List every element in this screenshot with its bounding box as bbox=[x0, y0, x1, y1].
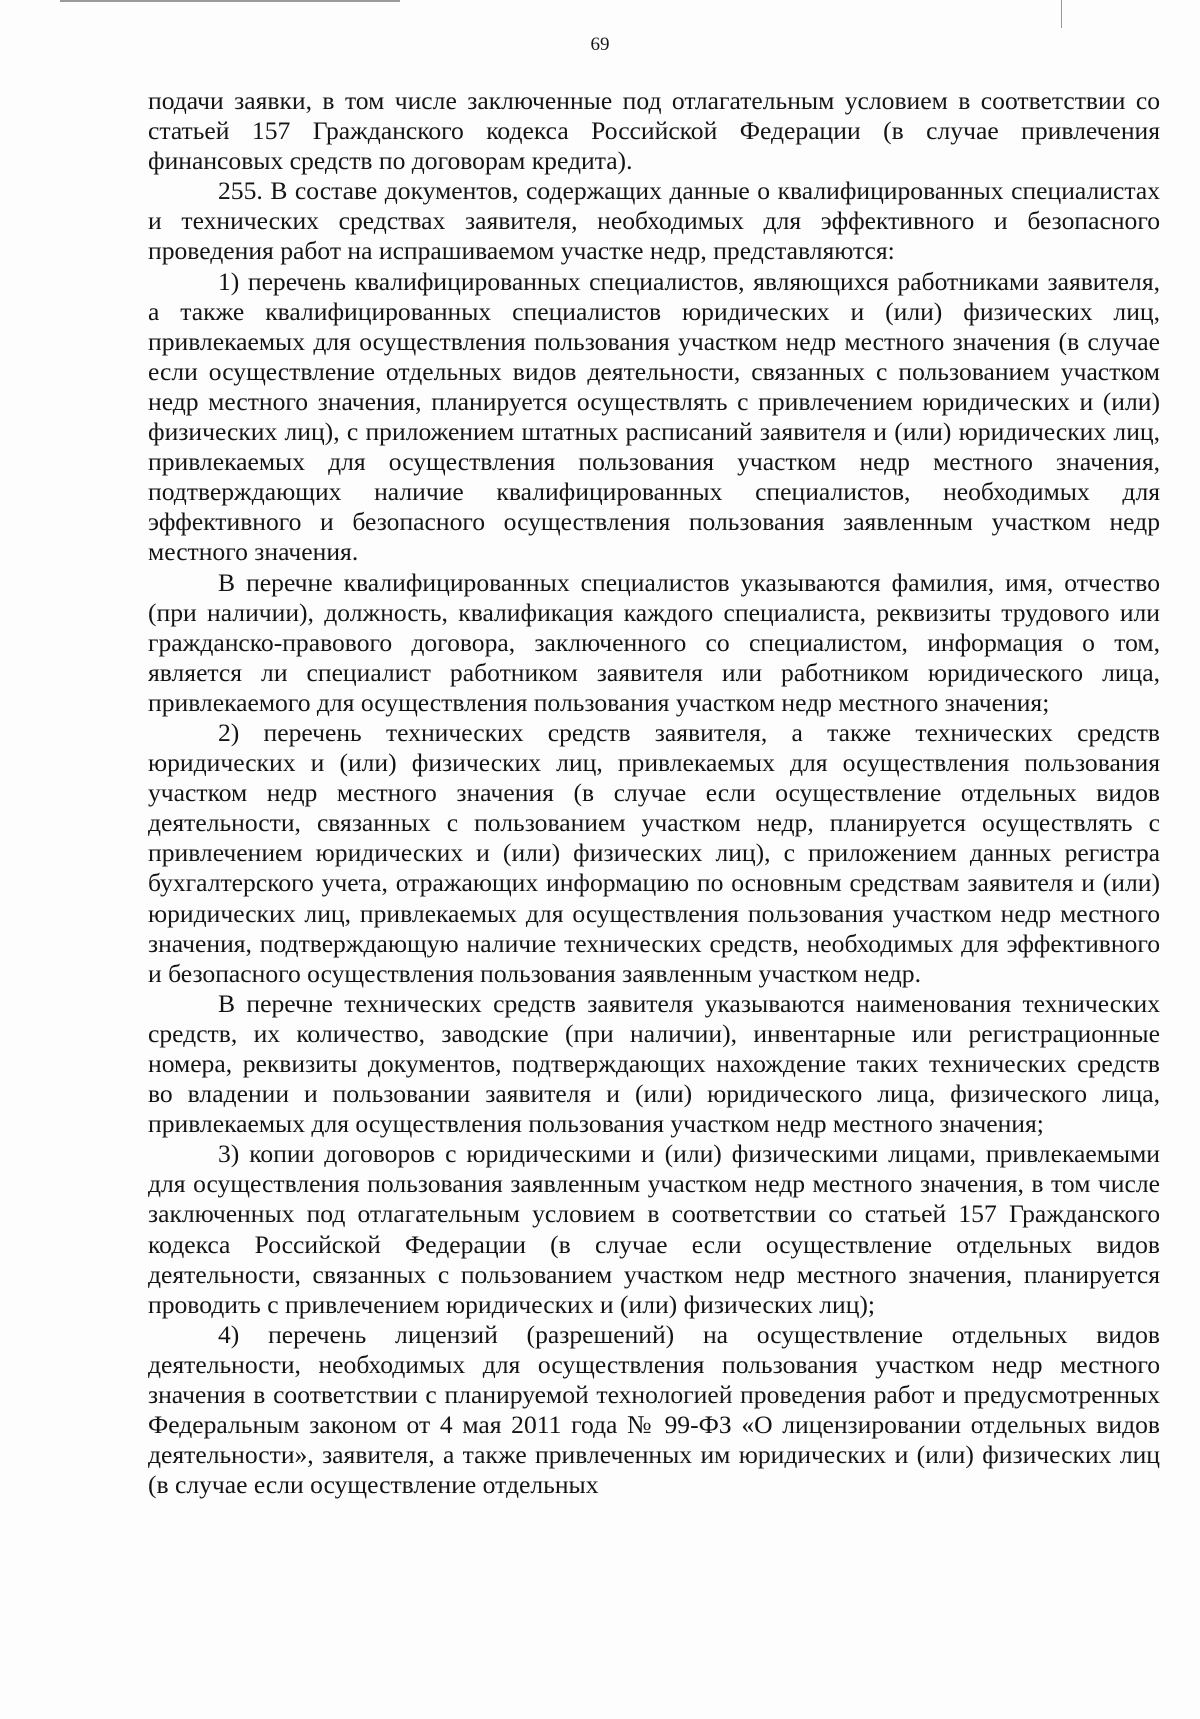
document-body bbox=[148, 86, 1160, 1500]
paragraph: 1) перечень квалифицированных специалистов, являющихся работниками заявителя, а также квалифицированных специалистов юридических и (или) физических лиц, привлекаемых для осуществления пользования участком недр местного значения (в случае если осуществление отдельных видов деятельности, связанных с пользованием участком недр местного значения, планируется осуществлять с привлечением юридических и (или) физических лиц), с приложением штатных расписаний заявителя и (или) юридических лиц, привлекаемых для осуществления пользования участком недр местного значения, подтверждающих наличие квалифицированных специалистов, необходимых для эффективного и безопасного осуществления пользования заявленным участком недр местного значения. bbox=[148, 266, 1160, 567]
paragraph: В перечне квалифицированных специалистов указываются фамилия, имя, отчество (при наличии), должность, квалификация каждого специалиста, реквизиты трудового или гражданско-правового договора, заключенного со специалистом, информация о том, является ли специалист работником заявителя или работником юридического лица, привлекаемого для осуществления пользования участком недр местного значения; bbox=[148, 567, 1160, 717]
paragraph: 255. В составе документов, содержащих данные о квалифицированных специалистах и технических средствах заявителя, необходимых для эффективного и безопасного проведения работ на испрашиваемом участке недр, представляются: bbox=[148, 176, 1160, 266]
paragraph: подачи заявки, в том числе заключенные под отлагательным условием в соответствии со статьей 157 Гражданского кодекса Российской Федерации (в случае привлечения финансовых средств по договорам кредита). bbox=[148, 86, 1160, 176]
scan-edge-mark bbox=[1061, 0, 1062, 28]
page-number: 69 bbox=[590, 34, 610, 55]
paragraph: 2) перечень технических средств заявителя, а также технических средств юридических и (или) физических лиц, привлекаемых для осуществления пользования участком недр местного значения (в случае если осуществление отдельных видов деятельности, связанных с пользованием участком недр, планируется осуществлять с привлечением юридических и (или) физических лиц), с приложением данных регистра бухгалтерского учета, отражающих информацию по основным средствам заявителя и (или) юридических лиц, привлекаемых для осуществления пользования участком недр местного значения, подтверждающую наличие технических средств, необходимых для эффективного и безопасного осуществления пользования заявленным участком недр. bbox=[148, 717, 1160, 988]
paragraph: 3) копии договоров с юридическими и (или) физическими лицами, привлекаемыми для осуществления пользования заявленным участком недр местного значения, в том числе заключенных под отлагательным условием в соответствии со статьей 157 Гражданского кодекса Российской Федерации (в случае если осуществление отдельных видов деятельности, связанных с пользованием участком недр местного значения, планируется проводить с привлечением юридических и (или) физических лиц); bbox=[148, 1139, 1160, 1319]
scan-edge-mark bbox=[60, 0, 400, 2]
paragraph: 4) перечень лицензий (разрешений) на осуществление отдельных видов деятельности, необходимых для осуществления пользования участком недр местного значения в соответствии с планируемой технологией проведения работ и предусмотренных Федеральным законом от 4 мая 2011 года № 99-ФЗ «О лицензировании отдельных видов деятельности», заявителя, а также привлеченных им юридических и (или) физических лиц (в случае если осуществление отдельных bbox=[148, 1319, 1160, 1500]
paragraph: В перечне технических средств заявителя указываются наименования технических средств, их количество, заводские (при наличии), инвентарные или регистрационные номера, реквизиты документов, подтверждающих нахождение таких технических средств во владении и пользовании заявителя и (или) юридического лица, физического лица, привлекаемых для осуществления пользования участком недр местного значения; bbox=[148, 988, 1160, 1139]
